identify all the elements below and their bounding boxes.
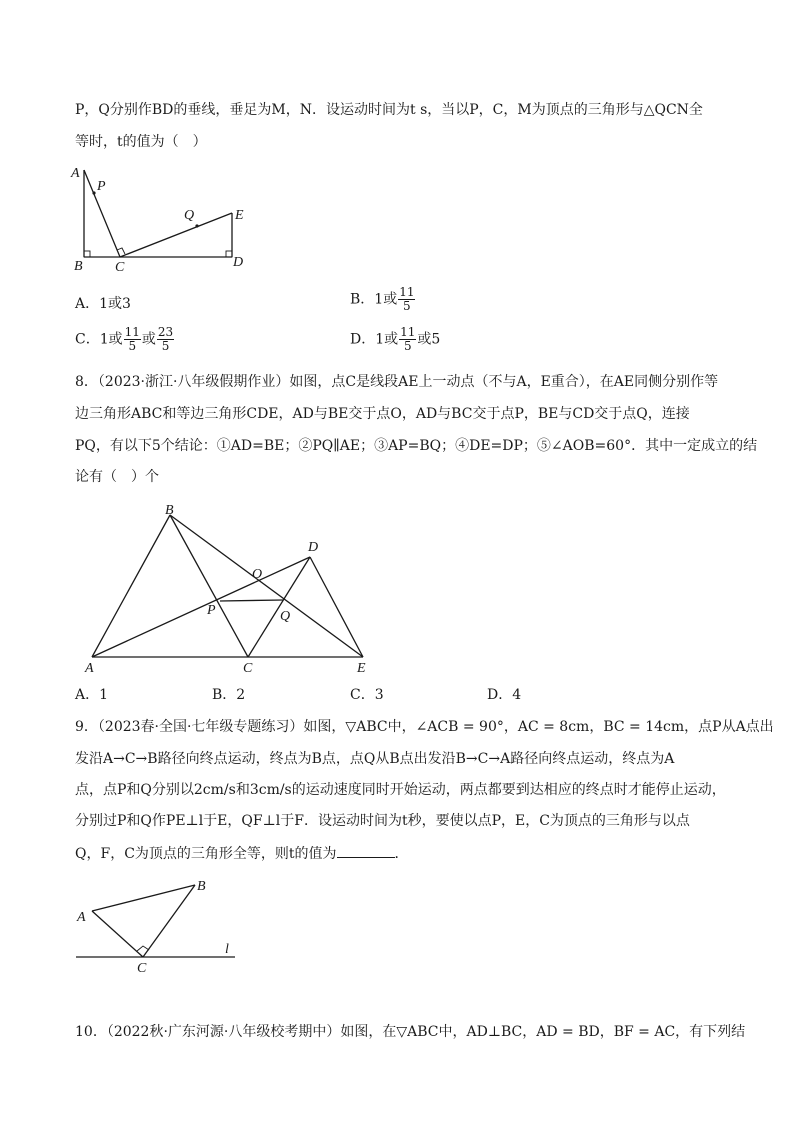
q7-label-q: Q [184,208,195,223]
q8-label-c: C [243,661,253,676]
q8-line3: PQ，有以下5个结论：①AD=BE；②PQ∥AE；③AP=BQ；④DE=DP；⑤∠AOB=60°．其中一定成立的结 [75,438,758,454]
q7-option-c-fraction-1: $\frac{11}{5}$ [124,325,140,353]
q8-label-e: E [357,661,366,676]
q9-label-b: B [197,879,206,894]
q8-line1: 8．（2023·浙江·八年级假期作业）如图，点C是线段AE上一动点（不与A，E重合），在AE同侧分别作等 [75,374,719,390]
q7-point-p [92,191,95,194]
q8-label-p: P [207,603,216,618]
q7-label-b: B [74,259,83,274]
q7-label-d: D [233,255,244,270]
q8-segment-pq [220,600,283,601]
q7-label-p: P [97,179,106,194]
q7-segment-ce [120,213,232,257]
q7-option-a[interactable]: A．1或3 [75,296,131,312]
q9-line2: 发沿A→C→B路径向终点运动，终点为B点，点Q从B点出发沿B→C→A路径向终点运动，终点为A [75,751,675,767]
q8-label-b: B [165,503,174,518]
q7-option-b-prefix: B．1或 [350,291,398,308]
q9-label-c: C [137,961,147,976]
q7-figure [70,160,260,275]
q7-option-d[interactable]: D．1或 $\frac{11}{5}$ 或5 [350,325,441,353]
q9-line1: 9．（2023春·全国·七年级专题练习）如图，▽ABC中，∠ACB = 90°，AC = 8cm，BC = 14cm，点P从A点出 [75,719,774,735]
q9-figure [70,870,250,980]
q9-segment-ac [92,911,143,957]
q8-lines [92,515,363,657]
q9-line5: Q，F，C为顶点的三角形全等，则t的值为 ． [75,843,725,864]
q8-segment-ab [92,515,170,657]
q8-option-a[interactable]: A．1 [75,687,109,703]
q8-option-d[interactable]: D．4 [487,687,522,703]
q8-label-a: A [85,661,94,676]
q8-line4: 论有（ ）个 [75,469,159,485]
q7-point-q [195,224,198,227]
q7-option-c-fraction-2: $\frac{23}{5}$ [157,325,174,353]
q8-segment-de [310,557,363,657]
q7-label-e: E [235,208,244,223]
q9-line5-text: Q，F，C为顶点的三角形全等，则t的值为 [75,846,337,862]
q8-option-c[interactable]: C．3 [350,687,384,703]
q7-lines [84,170,232,257]
q7-line1: P，Q分别作BD的垂线，垂足为M，N．设运动时间为t s，当以P，C，M为顶点的三角形与△QCN全 [75,102,703,118]
q7-right-angle-d [226,251,232,257]
q7-label-c: C [115,260,125,275]
q9-line3: 点，点P和Q分别以2cm/s和3cm/s的运动速度同时开始运动，两点都要到达相应的终点时才能停止运动， [75,782,726,798]
q8-label-o: O [252,567,263,582]
q8-label-q: Q [280,609,291,624]
q8-figure [80,495,380,680]
q9-answer-blank[interactable] [337,843,395,858]
q10-line1: 10．（2022秋·广东河源·八年级校考期中）如图，在▽ABC中，AD⊥BC，AD = BD，BF = AC，有下列结 [75,1024,746,1040]
q8-segment-bc [170,515,248,657]
q7-option-c[interactable]: C．1或 $\frac{11}{5}$ 或 $\frac{23}{5}$ [75,325,174,353]
q8-label-d: D [308,540,319,555]
q7-right-angle-b [84,251,90,257]
q7-option-d-fraction: $\frac{11}{5}$ [400,325,416,353]
q7-option-b[interactable] [350,286,416,313]
q9-label-a: A [77,910,86,925]
q9-line4: 分别过P和Q作PE⊥l于E，QF⊥l于F．设运动时间为t秒，要使以点P，E，C为顶点的三角形与以点 [75,813,690,829]
q9-lines [76,885,235,957]
q8-option-b[interactable]: B．2 [212,687,246,703]
q8-segment-be [170,515,363,657]
q9-label-l: l [225,942,229,957]
q7-option-b-fraction: $\frac{11}{5}$ [399,285,415,313]
q8-line2: 边三角形ABC和等边三角形CDE，AD与BE交于点O，AD与BC交于点P，BE与CD交于点Q，连接 [75,406,690,422]
q7-line2: 等时，t的值为（ ） [75,134,207,150]
q7-label-a: A [71,166,80,181]
